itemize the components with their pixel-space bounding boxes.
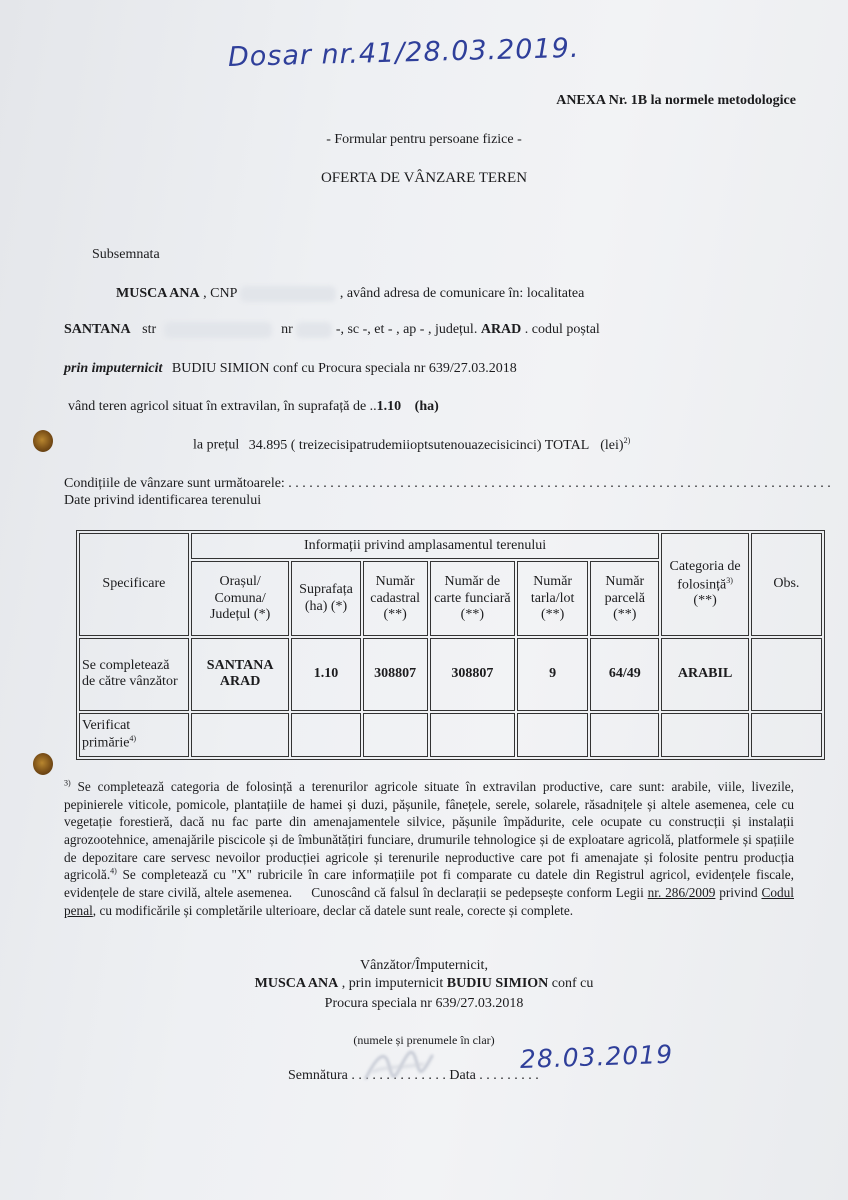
header-oras: Orașul/ Comuna/ Județul (*) [191,561,290,636]
cell-oras: SANTANA ARAD [191,638,290,711]
header-suprafata: Suprafața (ha) (*) [291,561,360,636]
cell-carte-funciara: 308807 [430,638,515,711]
locality: SANTANA [64,322,131,338]
price-unit: (lei) [600,437,624,453]
street-label: str [142,322,157,338]
cell-cadastral: 308807 [363,638,428,711]
footnote-4-mark: 4) [110,866,117,876]
form-type: - Formular pentru persoane fizice - [326,132,522,147]
land-info-table [76,530,825,760]
cell-suprafata: 1.10 [291,638,360,711]
proxy-line [64,361,517,377]
address-intro: , având adresa de comunicare în: localitatea [339,286,585,302]
data-label: Data . . . . . . . . . [449,1068,539,1083]
conditions-line: Condițiile de vânzare sunt următoarele: . . . . . . . . . . . . . . . . . . . . . . . . . . . . . . . . . . . . . . . . . . . . . . . . . . . . . . . . . . . . . . . . . . . . . . . . . . . . . . [64,476,831,491]
price-footnote: 2) [623,436,631,445]
footnote-4-text: Se completează cu "X" rubricile în care informațiile pot fi comparate cu datele din Registrul agricol, evidențele fiscale, evidențele de stare civilă, altele asemenea. [64,867,795,901]
handwritten-signature [362,1038,437,1090]
cell-obs [751,638,822,711]
proxy-label: prin imputernicit [64,361,163,376]
handwritten-date: 28.03.2019 [519,1039,674,1074]
declaration-post: , cu modificările și completările ulterioare, declar că datele sunt reale, corecte și complete. [92,902,574,918]
table-row-seller [79,638,822,711]
declaration-pre: Cunoscând că falsul în declarații se pedepsește conform Legii [311,885,644,901]
verify-cell [590,713,659,757]
verify-cell [291,713,360,757]
punch-hole-top [33,430,53,452]
cell-parcela: 64/49 [590,638,659,711]
header-cadastral: Număr cadastral (**) [363,561,428,636]
verify-cell [517,713,588,757]
document-title: OFERTA DE VÂNZARE TEREN [320,170,528,186]
row-label-verify: Verificat primărie$^{4)}$ [79,713,189,757]
signature-role: Vânzător/Împuternicit, [360,958,488,973]
header-tarla: Număr tarla/lot (**) [517,561,588,636]
address-rest: -, sc -, et - , ap - , județul. [335,322,478,338]
cell-categoria: ARABIL [661,638,748,711]
cnp-label: , CNP [203,286,237,302]
punch-hole-bottom [33,753,53,775]
seller-line [116,286,584,302]
footnote-3-mark: 3) [64,778,71,788]
land-area: 1.10 [376,399,402,414]
header-parcela: Număr parcelă (**) [590,561,659,636]
subsemnata-label: Subsemnata [92,247,160,262]
header-specificare: Specificare [79,533,189,636]
address-line [64,322,600,338]
price-label: la prețul [193,437,240,453]
postal-label: . codul poștal [524,322,600,338]
verify-cell [191,713,290,757]
handwritten-registration: Dosar nr.41/28.03.2019. [227,32,580,73]
header-obs: Obs. [751,533,822,636]
proxy-text: BUDIU SIMION conf cu Procura speciala nr 639/27.03.2018 [171,361,517,376]
identification-heading: Date privind identificarea terenului [64,493,262,508]
signature-proxy-name: BUDIU SIMION [446,976,549,991]
penal-code-reference: Codul penal [64,885,794,918]
nr-redacted [296,322,332,338]
verify-cell [751,713,822,757]
land-line [68,399,439,415]
header-carte-funciara: Număr de carte funciară (**) [430,561,515,636]
signature-proxy-pre: , prin imputernicit [341,976,444,991]
area-unit: (ha) [414,399,439,414]
price-text: 34.895 ( treizecisipatrudemiioptsutenouazecisicinci) TOTAL [248,437,589,453]
signature-names [0,976,848,992]
verify-cell [363,713,428,757]
header-categoria: Categoria de folosință$^{3)}$ (**) [661,533,748,636]
cnp-redacted [240,286,336,302]
table-row-verify [79,713,822,757]
names-clear-label: (numele și prenumele în clar) [353,1033,495,1047]
land-text: vând teren agricol situat în extravilan, în suprafață de .. [68,399,377,414]
cell-tarla: 9 [517,638,588,711]
semnatura-label: Semnătura . . . . . . . . . . . . . . [288,1068,446,1083]
price-line [193,436,630,454]
row-label-seller: Se completează de către vânzător [79,638,189,711]
law-reference: nr. 286/2009 [647,885,716,901]
footnote-3-text: Se completează categoria de folosință a terenurilor agricole situate în extravilan productive, care sunt: arabile, viile, livezile, pepinierele viticole, pomicole, plantațiile de hamei și duzi, pășunile, fânețele, serele, solarele, răsadnițele și altele asemenea, cele cu vegetație forestieră, dacă nu fac parte din amenajamentele silvice, pășunile împădurite, cele ocupate cu construcții și instalații agrozootehnice, amenajările piscicole și de îmbunătățiri funciare, drumurile tehnologice și de exploatare agricolă, platformele și spațiile de depozitare care servesc nevoilor producției agricole și terenurile neproductive care pot fi amenajate și folosite pentru producția agricolă. [64,779,794,883]
signature-seller: MUSCA ANA [254,976,339,991]
signature-procura: Procura speciala nr 639/27.03.2018 [324,996,524,1011]
declaration-mid: privind [719,885,758,901]
county: ARAD [480,322,522,338]
nr-label: nr [281,322,293,338]
annex-label: ANEXA Nr. 1B la normele metodologice [556,93,796,108]
verify-cell [661,713,748,757]
verify-cell [430,713,515,757]
street-redacted [164,322,272,338]
signature-proxy-post: conf cu [551,976,594,991]
header-group-location: Informații privind amplasamentul terenului [191,533,660,559]
footnotes [64,778,794,919]
seller-name: MUSCA ANA [116,286,200,302]
